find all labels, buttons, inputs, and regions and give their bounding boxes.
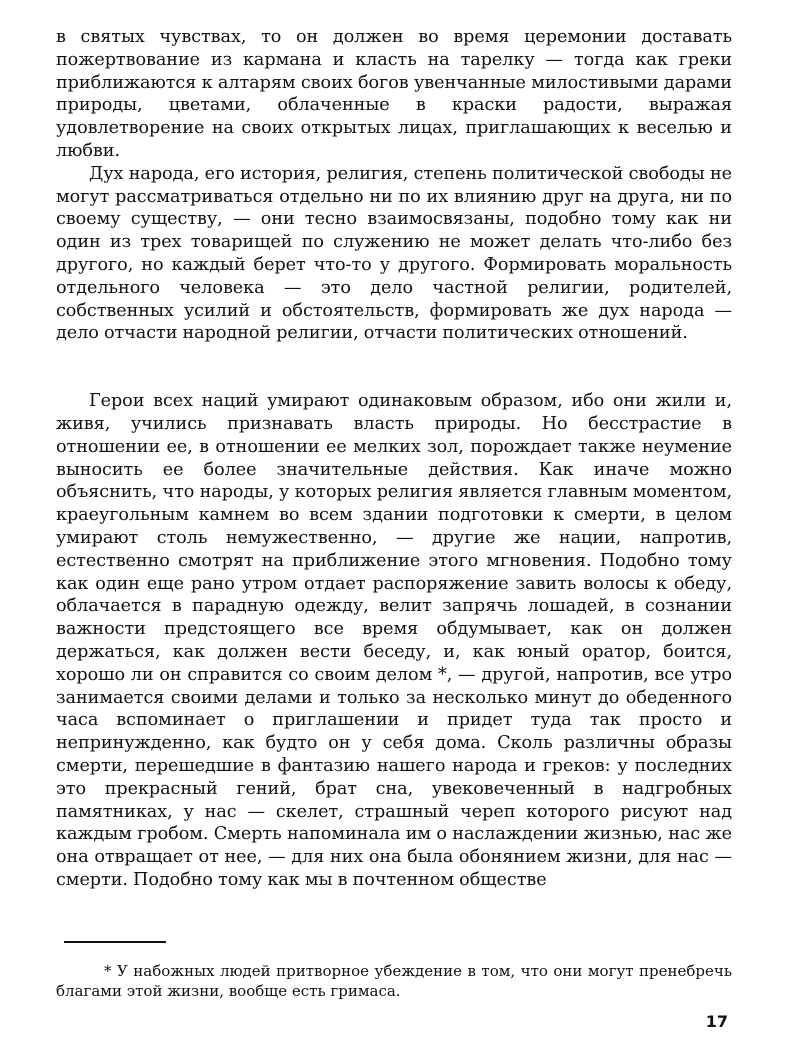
- footnote: * У набожных людей притворное убеждение в том, что они могут пренебречь благами этой жизни, вообще есть гримаса.: [56, 962, 732, 1000]
- section-gap: [56, 345, 732, 390]
- body-paragraph-2: Дух народа, его история, религия, степень политической свободы не могут рассматриваться отдельно ни по их влиянию друг на друга, ни по своему существу, — они тесно взаимосвязаны, подобно тому как ни один из трех товарищей по служению не может делать что-либо без другого, но каждый берет что-то у другого. Формировать моральность отдельного человека — это дело частной религии, родителей, собственных усилий и обстоятельств, формировать же дух народа — дело отчасти народной религии, отчасти политических отношений.: [56, 163, 732, 344]
- footnote-divider: [64, 941, 166, 943]
- document-page: [56, 26, 732, 1046]
- page-number: 17: [705, 1012, 728, 1031]
- body-paragraph-1: в святых чувствах, то он должен во время церемонии доставать пожертвование из кармана и класть на тарелку — тогда как греки приближаются к алтарям своих богов увенчанные милостивыми дарами природы, цветами, облаченные в краски радости, выражая удовлетворение на своих открытых лицах, приглашающих к веселью и любви.: [56, 27, 732, 161]
- body-paragraph-3: Герои всех наций умирают одинаковым образом, ибо они жили и, живя, учились признавать власть природы. Но бесстрастие в отношении ее, в отношении ее мелких зол, порождает также неумение выносить ее более значительные действия. Как иначе можно объяснить, что народы, у которых религия является главным моментом, краеугольным камнем во всем здании подготовки к смерти, в целом умирают столь немужественно, — другие же нации, напротив, естественно смотрят на приближение этого мгновения. Подобно тому как один еще рано утром отдает распоряжение завить волосы к обеду, облачается в парадную одежду, велит запрячь лошадей, в сознании важности предстоящего все время обдумывает, как он должен держаться, как должен вести беседу, и, как юный оратор, боится, хорошо ли он справится со своим делом *, — другой, напротив, все утро занимается своими делами и только за несколько минут до обеденного часа вспоминает о приглашении и придет туда так просто и непринужденно, как будто он у себя дома. Сколь различны образы смерти, перешедшие в фантазию нашего народа и греков: у последних это прекрасный гений, брат сна, увековеченный в надгробных памятниках, у нас — скелет, страшный череп которого рисуют над каждым гробом. Смерть напоминала им о наслаждении жизнью, нас же она отвращает от нее, — для них она была обонянием жизни, для нас — смерти. Подобно тому как мы в почтенном обществе: [56, 391, 732, 890]
